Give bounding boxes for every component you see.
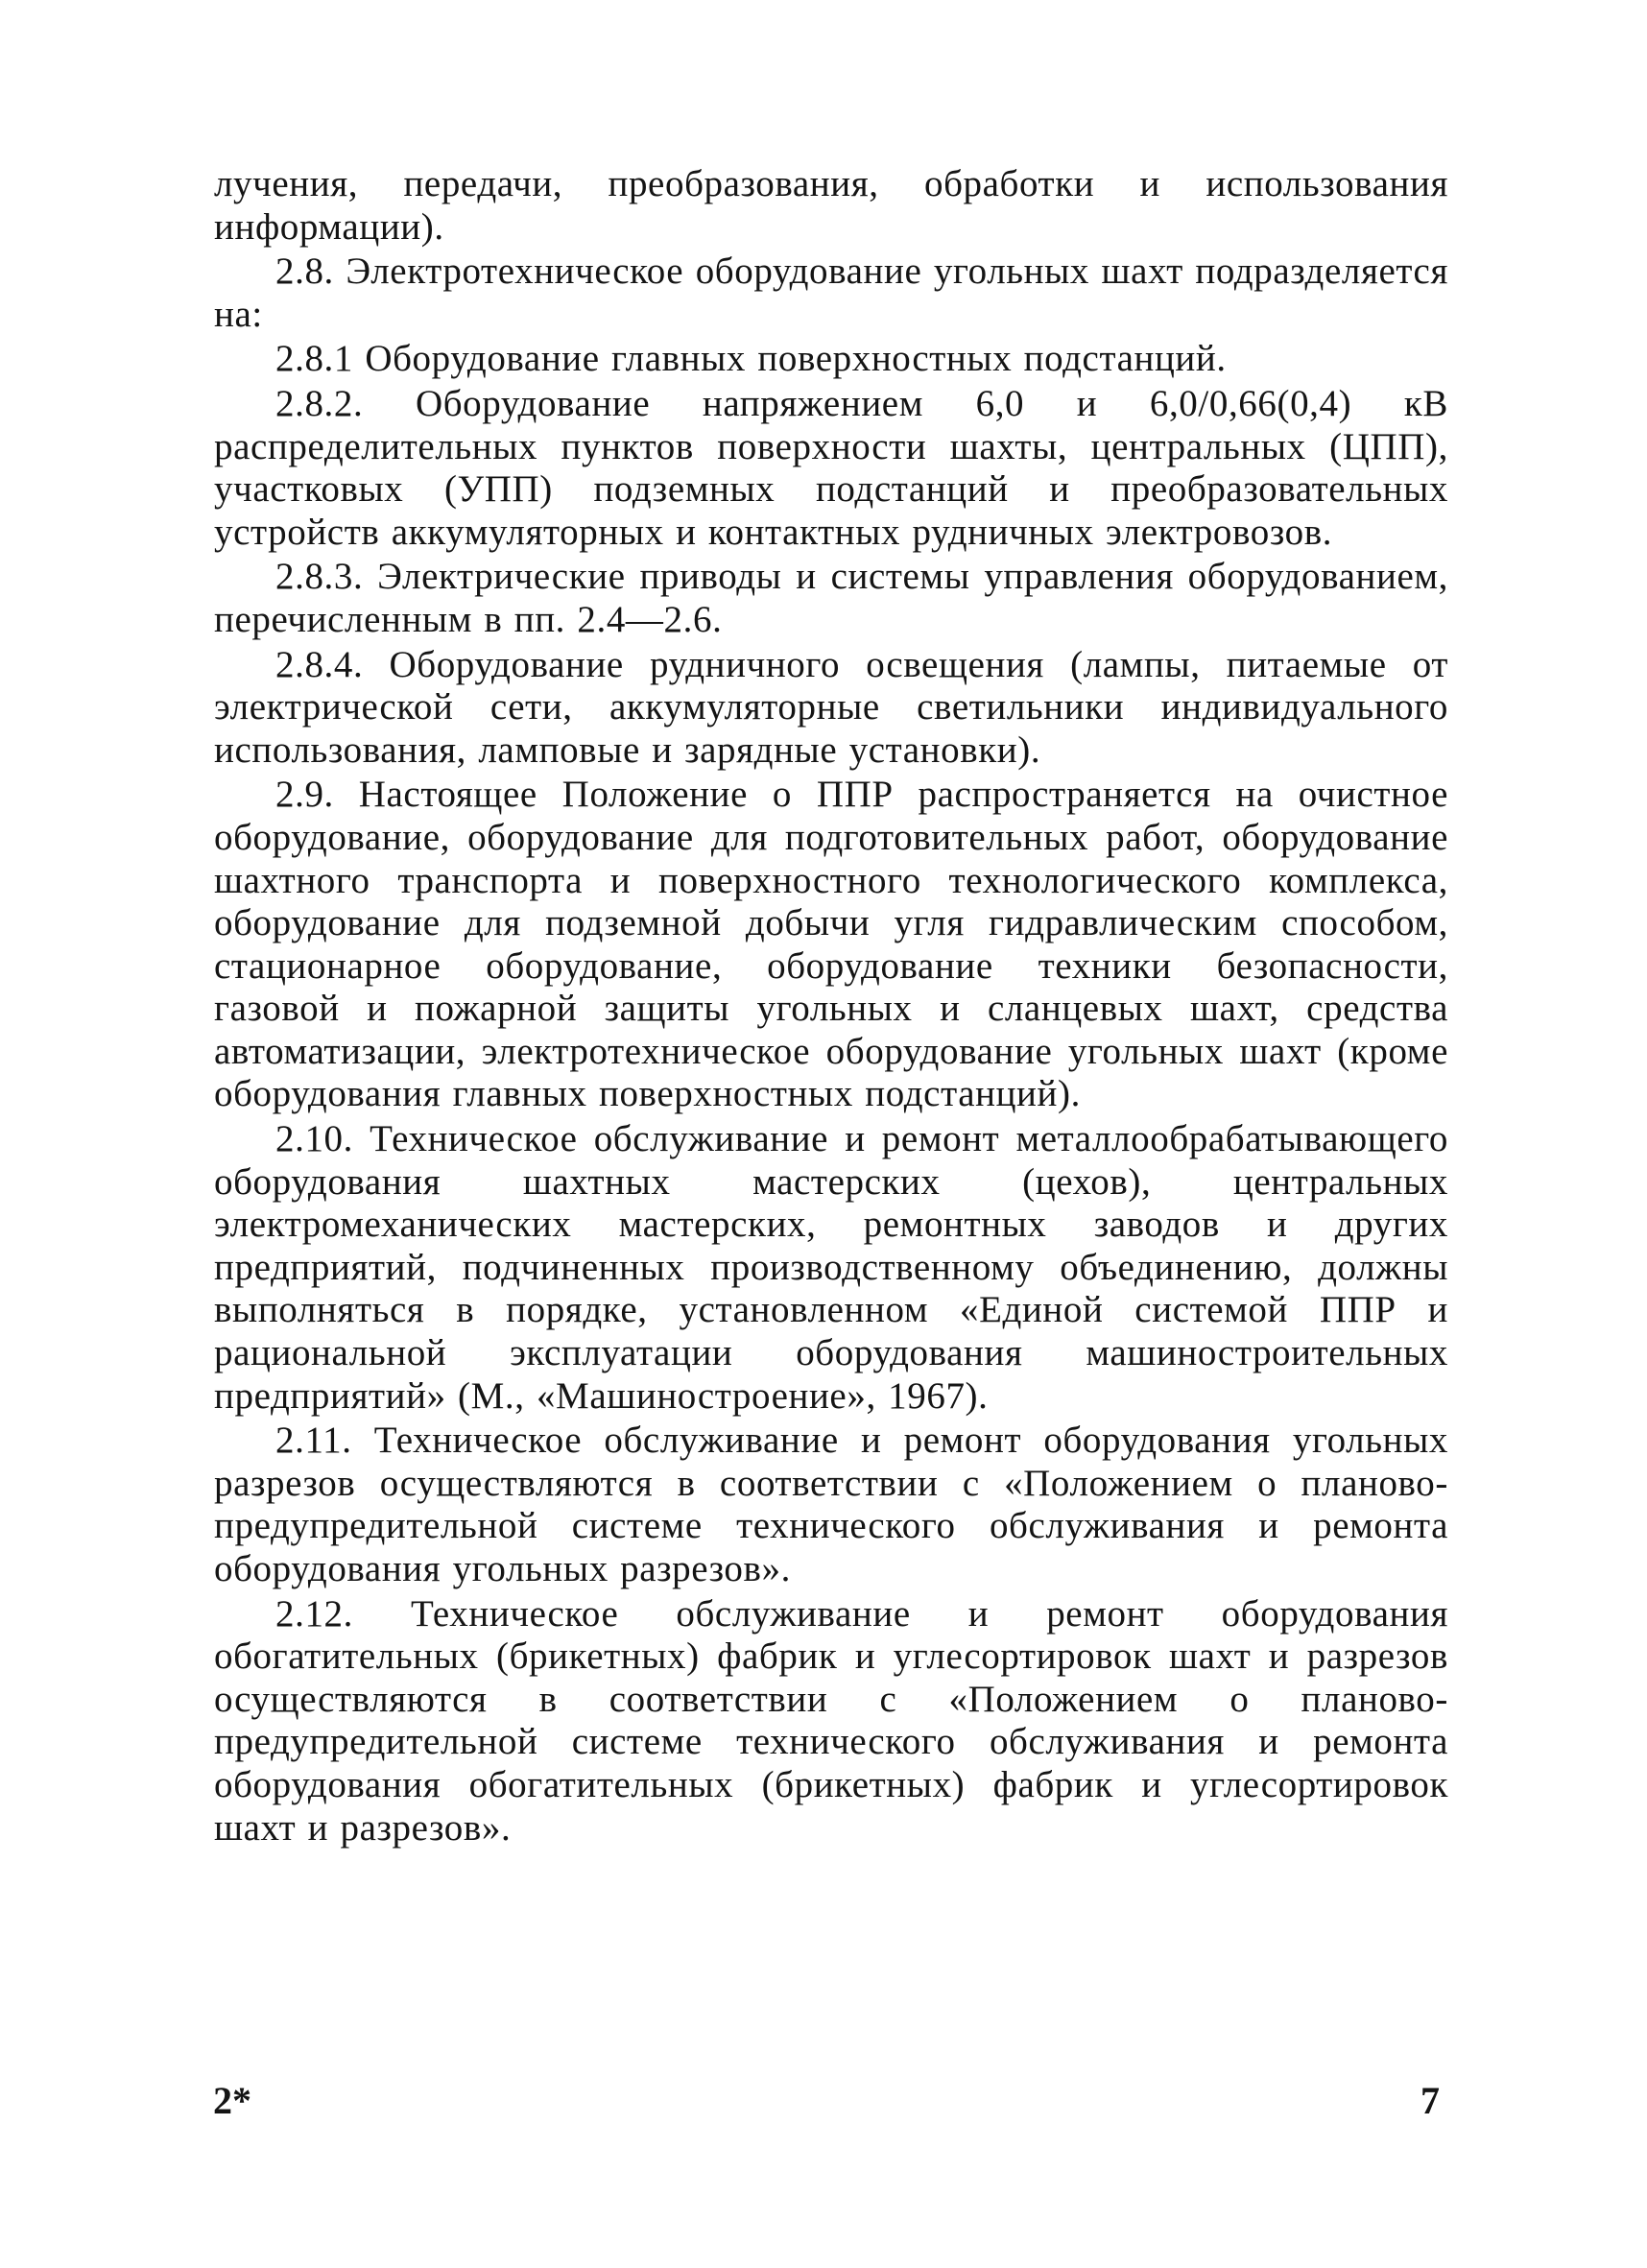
paragraph-2-12: 2.12. Техническое обслуживание и ремонт оборудования обогатительных (брикетных) фабрик и углесортировок шахт и разрезов осуществляются в соответствии с «Положением о планово-предупредительной системе технического обслуживания и ремонта оборудования обогатительных (брикетных) фабрик и углесортировок шахт и разрезов». (214, 1592, 1448, 1849)
paragraph-continuation: лучения, передачи, преобразования, обработки и использования информации). (214, 163, 1448, 248)
paragraph-2-9: 2.9. Настоящее Положение о ППР распространяется на очистное оборудование, оборудование для подготовительных работ, оборудование шахтного транспорта и поверхностного технологического комплекса, оборудование для подземной добычи угля гидравлическим способом, стационарное оборудование, оборудование техники безопасности, газовой и пожарной защиты угольных и сланцевых шахт, средства автоматизации, электротехническое оборудование угольных шахт (кроме оборудования главных поверхностных подстанций). (214, 774, 1448, 1115)
page-number: 7 (1420, 2079, 1440, 2122)
signature-mark: 2* (213, 2079, 251, 2122)
paragraph-2-8-1: 2.8.1 Оборудование главных поверхностных подстанций. (275, 338, 1227, 380)
paragraph-2-8: 2.8. Электротехническое оборудование угольных шахт подразделяется на: (214, 251, 1448, 335)
paragraph-2-8-4: 2.8.4. Оборудование рудничного освещения (лампы, питаемые от электрической сети, аккумуляторные светильники индивидуального использования, ламповые и зарядные установки). (214, 643, 1448, 771)
body-text (214, 163, 1448, 1851)
paragraph-2-8-2: 2.8.2. Оборудование напряжением 6,0 и 6,0/0,66(0,4) кВ распределительных пунктов поверхности шахты, центральных (ЦПП), участковых (УПП) подземных подстанций и преобразовательных устройств аккумуляторных и контактных рудничных электровозов. (214, 382, 1448, 553)
paragraph-2-10: 2.10. Техническое обслуживание и ремонт металлообрабатывающего оборудования шахтных мастерских (цехов), центральных электромеханических мастерских, ремонтных заводов и других предприятий, подчиненных производственному объединению, должны выполняться в порядке, установленном «Единой системой ППР и рациональной эксплуатации оборудования машиностроительных предприятий» (М., «Машиностроение», 1967). (214, 1118, 1448, 1417)
paragraph-2-11: 2.11. Техническое обслуживание и ремонт оборудования угольных разрезов осуществляются в соответствии с «Положением о планово-предупредительной системе технического обслуживания и ремонта оборудования угольных разрезов». (214, 1420, 1448, 1589)
paragraph-2-8-3: 2.8.3. Электрические приводы и системы управления оборудованием, перечисленным в пп. 2.4—2.6. (214, 556, 1448, 640)
